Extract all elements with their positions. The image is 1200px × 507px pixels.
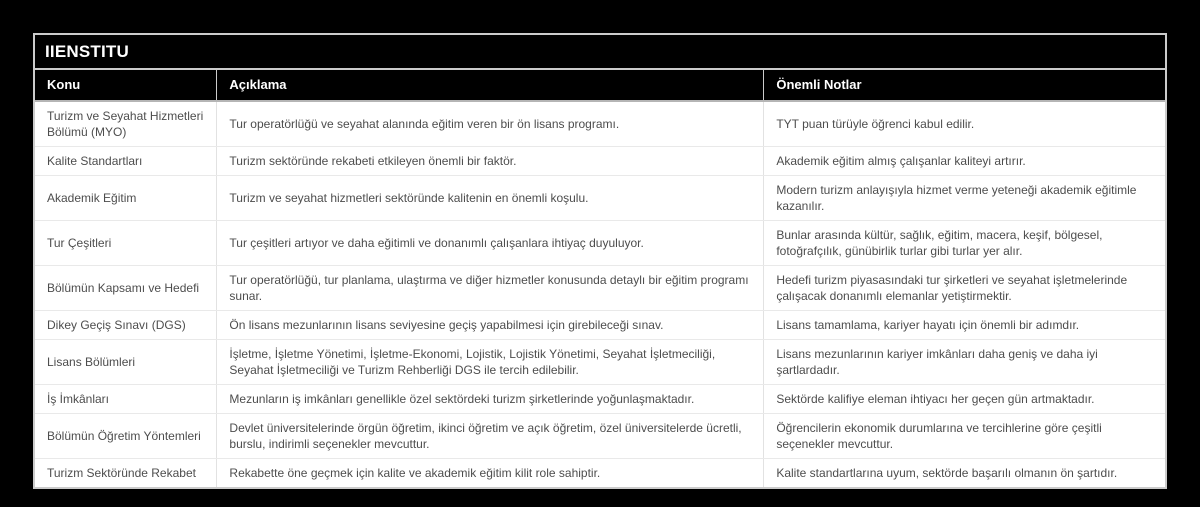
table-cell-notlar: Kalite standartlarına uyum, sektörde başarılı olmanın ön şartıdır. xyxy=(764,459,1165,488)
table-row xyxy=(35,414,1165,459)
column-header-konu: Konu xyxy=(35,70,217,101)
table-row xyxy=(35,340,1165,385)
table-cell-notlar: Öğrencilerin ekonomik durumlarına ve tercihlerine göre çeşitli seçenekler mevcuttur. xyxy=(764,414,1165,459)
table-cell-aciklama: Tur operatörlüğü, tur planlama, ulaştırma ve diğer hizmetler konusunda detaylı bir eğitim programı sunar. xyxy=(217,266,764,311)
table-cell-aciklama: Mezunların iş imkânları genellikle özel sektördeki turizm şirketlerinde yoğunlaşmaktadır. xyxy=(217,385,764,414)
table-cell-notlar: Lisans mezunlarının kariyer imkânları daha geniş ve daha iyi şartlardadır. xyxy=(764,340,1165,385)
table-cell-aciklama: İşletme, İşletme Yönetimi, İşletme-Ekonomi, Lojistik, Lojistik Yönetimi, Seyahat İşletmeciliği, Seyahat İşletmeciliği ve Turizm Rehberliği DGS ile tercih edilebilir. xyxy=(217,340,764,385)
table-row xyxy=(35,266,1165,311)
table-cell-konu: Tur Çeşitleri xyxy=(35,221,217,266)
column-header-aciklama: Açıklama xyxy=(217,70,764,101)
table-cell-notlar: Bunlar arasında kültür, sağlık, eğitim, macera, keşif, bölgesel, fotoğrafçılık, günübirlik turlar gibi turlar yer alır. xyxy=(764,221,1165,266)
table-row xyxy=(35,147,1165,176)
table-title-bar xyxy=(35,35,1165,70)
table-cell-konu: Dikey Geçiş Sınavı (DGS) xyxy=(35,311,217,340)
page-title: IIENSTITU xyxy=(45,42,129,61)
table-cell-aciklama: Turizm ve seyahat hizmetleri sektöründe kalitenin en önemli koşulu. xyxy=(217,176,764,221)
table-cell-konu: Bölümün Kapsamı ve Hedefi xyxy=(35,266,217,311)
header-row xyxy=(35,70,1165,101)
table-cell-aciklama: Ön lisans mezunlarının lisans seviyesine geçiş yapabilmesi için girebileceği sınav. xyxy=(217,311,764,340)
table-cell-konu: Kalite Standartları xyxy=(35,147,217,176)
table-cell-notlar: TYT puan türüyle öğrenci kabul edilir. xyxy=(764,101,1165,147)
table-cell-notlar: Lisans tamamlama, kariyer hayatı için önemli bir adımdır. xyxy=(764,311,1165,340)
table-cell-konu: Akademik Eğitim xyxy=(35,176,217,221)
table-cell-konu: Lisans Bölümleri xyxy=(35,340,217,385)
table-cell-aciklama: Tur operatörlüğü ve seyahat alanında eğitim veren bir ön lisans programı. xyxy=(217,101,764,147)
table-cell-konu: Bölümün Öğretim Yöntemleri xyxy=(35,414,217,459)
table-cell-aciklama: Rekabette öne geçmek için kalite ve akademik eğitim kilit role sahiptir. xyxy=(217,459,764,488)
table-row xyxy=(35,101,1165,147)
table-cell-aciklama: Tur çeşitleri artıyor ve daha eğitimli ve donanımlı çalışanlara ihtiyaç duyuluyor. xyxy=(217,221,764,266)
table-row xyxy=(35,221,1165,266)
table-cell-notlar: Modern turizm anlayışıyla hizmet verme yeteneği akademik eğitimle kazanılır. xyxy=(764,176,1165,221)
table-row xyxy=(35,311,1165,340)
table-cell-konu: Turizm Sektöründe Rekabet xyxy=(35,459,217,488)
table-cell-notlar: Sektörde kalifiye eleman ihtiyacı her geçen gün artmaktadır. xyxy=(764,385,1165,414)
table-cell-notlar: Akademik eğitim almış çalışanlar kaliteyi artırır. xyxy=(764,147,1165,176)
table-cell-aciklama: Turizm sektöründe rekabeti etkileyen önemli bir faktör. xyxy=(217,147,764,176)
table-cell-konu: Turizm ve Seyahat Hizmetleri Bölümü (MYO) xyxy=(35,101,217,147)
column-header-onemli-notlar: Önemli Notlar xyxy=(764,70,1165,101)
table-panel xyxy=(33,33,1167,489)
table-row xyxy=(35,176,1165,221)
table-row xyxy=(35,385,1165,414)
table-cell-konu: İş İmkânları xyxy=(35,385,217,414)
table-cell-aciklama: Devlet üniversitelerinde örgün öğretim, ikinci öğretim ve açık öğretim, özel üniversitelerde ücretli, burslu, indirimli seçenekler mevcuttur. xyxy=(217,414,764,459)
info-table xyxy=(35,70,1165,487)
table-row xyxy=(35,459,1165,488)
table-cell-notlar: Hedefi turizm piyasasındaki tur şirketleri ve seyahat işletmelerinde çalışacak donanımlı elemanlar yetiştirmektir. xyxy=(764,266,1165,311)
